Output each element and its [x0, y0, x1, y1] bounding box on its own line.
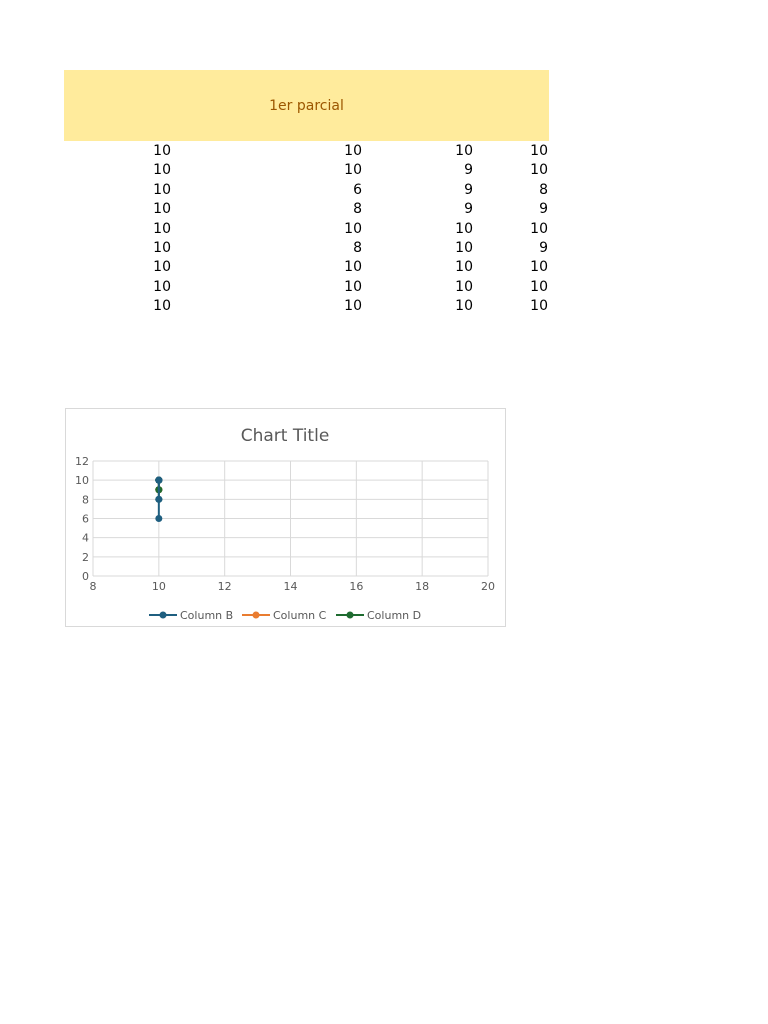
table-cell[interactable]: 10 [530, 143, 548, 159]
table-cell[interactable]: 10 [530, 259, 548, 276]
table-row [0, 277, 560, 296]
table-cell[interactable]: 10 [455, 298, 473, 315]
table-cell[interactable]: 10 [153, 143, 171, 159]
table-cell[interactable]: 9 [464, 181, 473, 198]
data-point [155, 515, 162, 522]
table-cell[interactable]: 9 [539, 239, 548, 256]
table-cell[interactable]: 10 [344, 143, 362, 159]
y-tick-label: 12 [75, 455, 89, 468]
legend-label: Column D [367, 609, 422, 622]
chart-legend [149, 609, 421, 622]
legend-marker [160, 612, 167, 619]
table-row [0, 180, 560, 199]
table-cell[interactable]: 10 [455, 220, 473, 237]
table-cell[interactable]: 10 [153, 278, 171, 295]
table-cell[interactable]: 8 [539, 181, 548, 198]
x-tick-label: 14 [283, 580, 298, 593]
y-tick-label: 6 [82, 512, 89, 526]
table-cell[interactable]: 9 [539, 201, 548, 218]
x-tick-label: 16 [349, 580, 364, 593]
table-cell[interactable]: 10 [153, 239, 171, 256]
legend-marker [253, 612, 260, 619]
table-cell[interactable]: 10 [153, 220, 171, 237]
table-cell[interactable]: 10 [344, 162, 362, 179]
x-tick-label: 10 [151, 580, 166, 593]
table-cell[interactable]: 10 [530, 298, 548, 315]
table-cell[interactable]: 10 [344, 259, 362, 276]
header-title: 1er parcial [269, 97, 344, 114]
x-tick-label: 12 [217, 580, 232, 593]
table-cell[interactable]: 10 [530, 162, 548, 179]
table-cell[interactable]: 10 [344, 298, 362, 315]
table-cell[interactable]: 8 [353, 239, 362, 256]
table-cell[interactable]: 9 [464, 201, 473, 218]
y-tick-label: 4 [82, 531, 89, 545]
data-point [155, 496, 162, 503]
table-cell[interactable]: 10 [153, 162, 171, 179]
y-tick-label: 2 [82, 550, 89, 564]
x-tick-label: 18 [415, 580, 430, 593]
table-cell[interactable]: 10 [153, 259, 171, 276]
table-cell[interactable]: 10 [344, 220, 362, 237]
table-cell[interactable]: 10 [530, 220, 548, 237]
table-cell[interactable]: 10 [455, 278, 473, 295]
table-row [0, 296, 560, 315]
legend-marker [347, 612, 354, 619]
scatter-chart [66, 409, 505, 626]
table-cell[interactable]: 6 [353, 181, 362, 198]
table-cell[interactable]: 10 [455, 239, 473, 256]
table-row [0, 199, 560, 218]
chart-container[interactable] [65, 408, 506, 627]
y-tick-label: 8 [82, 493, 89, 507]
y-tick-label: 0 [82, 570, 89, 583]
legend-label: Column B [180, 609, 234, 622]
data-table [0, 141, 560, 316]
table-cell[interactable]: 9 [464, 162, 473, 179]
table-row [0, 219, 560, 238]
table-cell[interactable]: 10 [455, 143, 473, 159]
table-row [0, 160, 560, 179]
table-cell[interactable]: 10 [153, 201, 171, 218]
legend-label: Column C [273, 609, 327, 622]
data-point [155, 477, 162, 484]
table-cell[interactable]: 8 [353, 201, 362, 218]
table-row [0, 257, 560, 276]
x-tick-label: 20 [481, 580, 495, 593]
x-tick-label: 8 [89, 580, 97, 593]
table-cell[interactable]: 10 [153, 181, 171, 198]
table-cell[interactable]: 10 [153, 298, 171, 315]
y-tick-label: 10 [75, 474, 89, 488]
chart-title: Chart Title [240, 426, 330, 446]
header-band [64, 70, 549, 141]
table-row [0, 238, 560, 257]
table-cell[interactable]: 10 [530, 278, 548, 295]
table-row [0, 141, 560, 160]
table-cell[interactable]: 10 [344, 278, 362, 295]
table-cell[interactable]: 10 [455, 259, 473, 276]
